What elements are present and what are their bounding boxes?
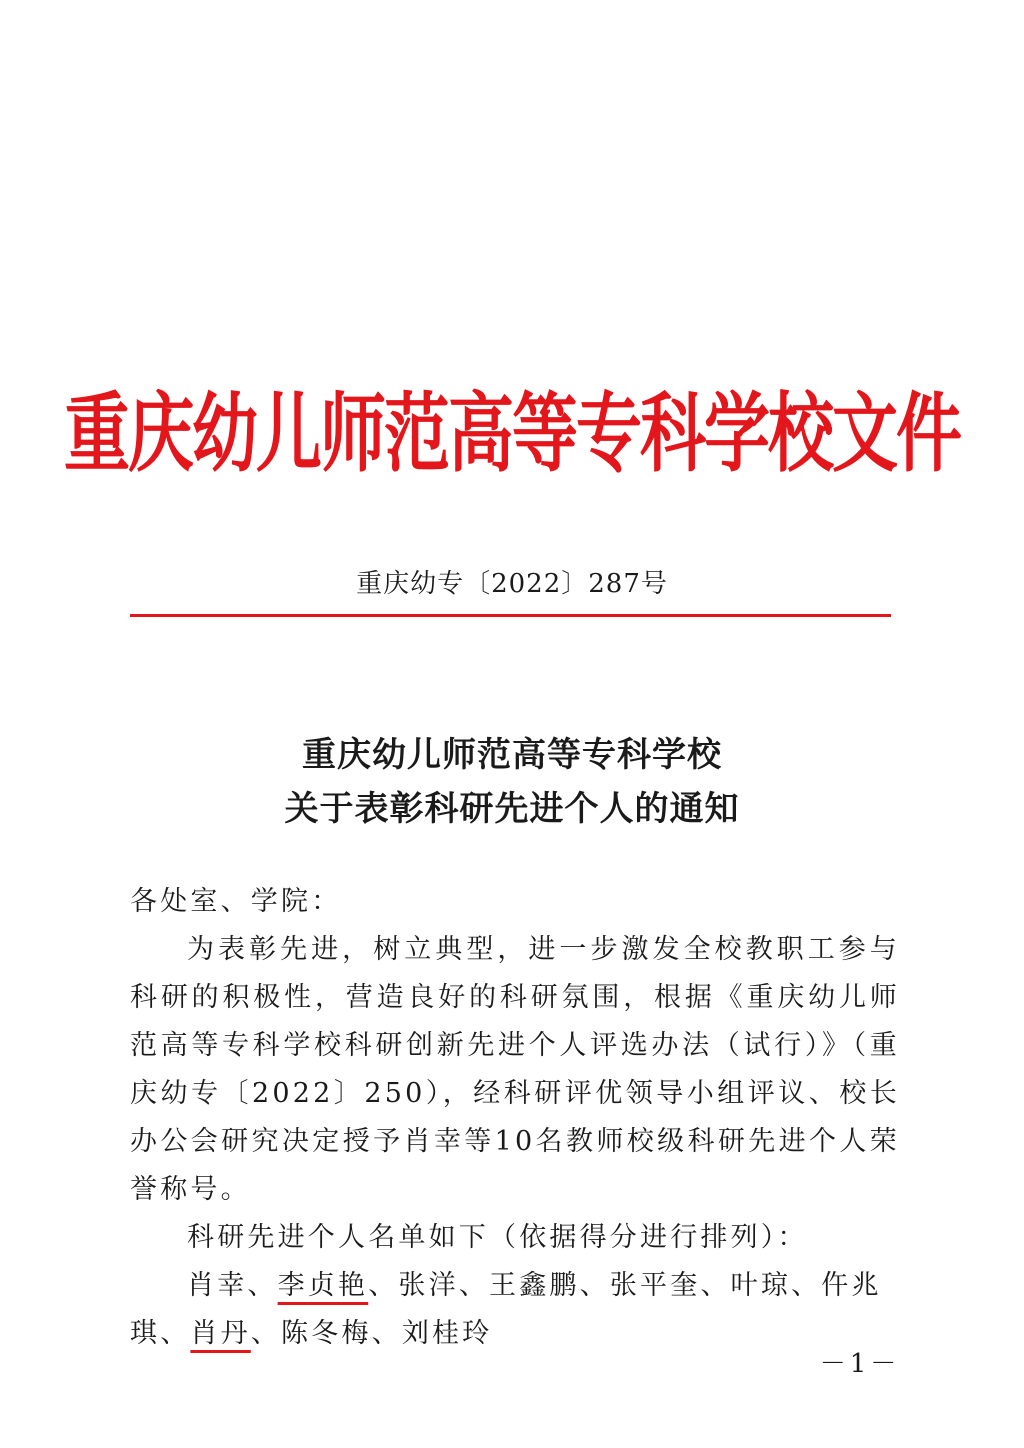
honoree-name: 刘桂玲: [401, 1318, 493, 1349]
honoree-name-underlined: 肖丹: [190, 1318, 251, 1349]
document-number: 重庆幼专〔2022〕287号: [356, 569, 668, 599]
notice-body: [130, 878, 900, 1358]
paragraph-intro: 为表彰先进，树立典型，进一步激发全校教职工参与科研的积极性，营造良好的科研氛围，根据《重庆幼儿师范高等专科学校科研创新先进个人评选办法（试行）》（重庆幼专〔2022〕250），经科研评优领导小组评议、校长办公会研究决定授予肖幸等10名教师校级科研先进个人荣誉称号。: [130, 934, 900, 1205]
honoree-name: 陈冬梅: [281, 1318, 372, 1349]
name-separator: 、: [250, 1318, 282, 1349]
name-separator: 、: [160, 1318, 191, 1349]
honoree-name: 叶琼: [730, 1270, 792, 1301]
name-separator: 、: [368, 1270, 399, 1301]
name-separator: 、: [579, 1270, 610, 1301]
salutation: 各处室、学院：: [130, 886, 342, 917]
name-separator: 、: [791, 1270, 822, 1301]
honoree-name: 王鑫鹏: [489, 1270, 580, 1301]
honoree-name: 张洋: [398, 1270, 459, 1301]
honoree-name: 仵兆琪: [130, 1270, 882, 1349]
red-divider-rule: [130, 614, 891, 617]
honoree-name-list: [130, 1262, 900, 1358]
name-separator: 、: [371, 1318, 402, 1349]
page-number: －1－: [819, 1349, 901, 1379]
paragraph-list-heading: 科研先进个人名单如下（依据得分进行排列）：: [187, 1222, 808, 1253]
notice-title: [0, 728, 1024, 836]
notice-title-line-2: 关于表彰科研先进个人的通知: [284, 789, 740, 829]
name-separator: 、: [700, 1270, 731, 1301]
name-separator: 、: [458, 1270, 490, 1301]
honoree-name-underlined: 李贞艳: [277, 1270, 369, 1301]
masthead: 重庆幼儿师范高等专科学校文件: [64, 383, 960, 484]
notice-title-line-1: 重庆幼儿师范高等专科学校: [302, 735, 722, 775]
name-separator: 、: [247, 1270, 278, 1301]
honoree-name: 肖幸: [187, 1270, 248, 1301]
honoree-name: 张平奎: [609, 1270, 701, 1301]
